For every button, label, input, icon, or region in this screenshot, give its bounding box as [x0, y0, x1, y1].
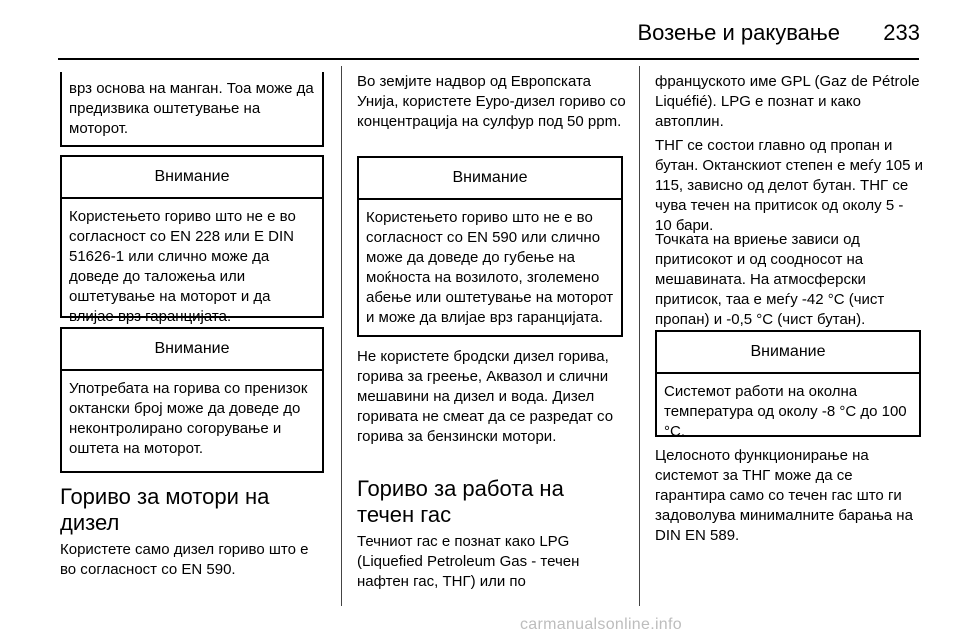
section-text: Користете само дизел гориво што е во согласност со EN 590.: [60, 541, 309, 578]
warning-heading: Внимание: [359, 158, 621, 200]
warning-body: Користењето гориво што не е во согласност со EN 228 или E DIN 51626-1 или слично може да доведе до таложења или оштетување на моторот и да влијае врз гаранцијата.: [69, 208, 296, 325]
section-heading: Гориво за работа на течен гас: [357, 476, 564, 527]
warning-box-4: [655, 330, 921, 440]
warning-body: Системот работи на околна температура од околу -8 °C до 100 °C.: [664, 383, 907, 440]
header-title: Возење и ракување: [637, 20, 840, 45]
column-divider-1: [341, 66, 342, 606]
section-diesel: [60, 484, 326, 580]
header-rule: [58, 58, 919, 60]
section-heading: Гориво за мотори на дизел: [60, 484, 270, 535]
paragraph-2: ТНГ се состои главно од пропан и бутан. Октанскиот степен е меѓу 105 и 115, зависно од делот бутан. ТНГ се чува течен на притисок од околу 5 - 10 бари.: [655, 137, 923, 234]
page-number: 233: [883, 20, 920, 45]
warning-heading: Внимание: [62, 157, 322, 199]
paragraph-4: Целосното функционирање на системот за ТНГ може да се гарантира само со течен гас што ги задоволува минималните барања на DIN EN 589.: [655, 447, 913, 544]
warning-box-1: [60, 155, 324, 325]
paragraph-1: француското име GPL (Gaz de Pétrole Liquéfié). LPG е познат и како автоплин.: [655, 73, 920, 130]
paragraph-3: Точката на вриење зависи од притисокот и од соодносот на мешавината. На атмосферски притисок, таа е меѓу -42 °C (чист пропан) и -0,5 °C (чист бутан).: [655, 231, 885, 328]
column-divider-2: [639, 66, 640, 606]
section-lpg: [357, 476, 627, 592]
continued-warning-box: [60, 72, 324, 147]
warning-box-2: [60, 327, 324, 473]
warning-box-3: [357, 156, 623, 337]
body-text: Не користете бродски дизел горива, горива за греење, Аквазол и слични мешавини на дизел и вода. Дизел горивата не смеат да се разредат со горива за бензински мотори.: [357, 348, 614, 445]
warning-heading: Внимание: [657, 332, 919, 374]
continued-warning-text: врз основа на манган. Тоа може да предизвика оштетување на моторот.: [69, 80, 314, 137]
intro-text: Во земјите надвор од Европската Унија, користете Еуро-дизел гориво со концентрација на сулфур под 50 ppm.: [357, 73, 626, 130]
watermark-site: carmanualsonline.info: [520, 616, 682, 633]
section-text: Течниот гас е познат како LPG (Liquefied Petroleum Gas - течен нафтен гас, ТНГ) или по: [357, 533, 580, 590]
warning-body: Користењето гориво што не е во согласност со EN 590 или слично може да доведе до губење на моќноста на возилото, зголемено абење или оштетување на моторот и може да влијае врз гаранцијата.: [366, 209, 614, 326]
warning-heading: Внимание: [62, 329, 322, 371]
warning-body: Употребата на горива со пренизок октански број може да доведе до неконтролирано согорување и оштета на моторот.: [69, 380, 308, 457]
